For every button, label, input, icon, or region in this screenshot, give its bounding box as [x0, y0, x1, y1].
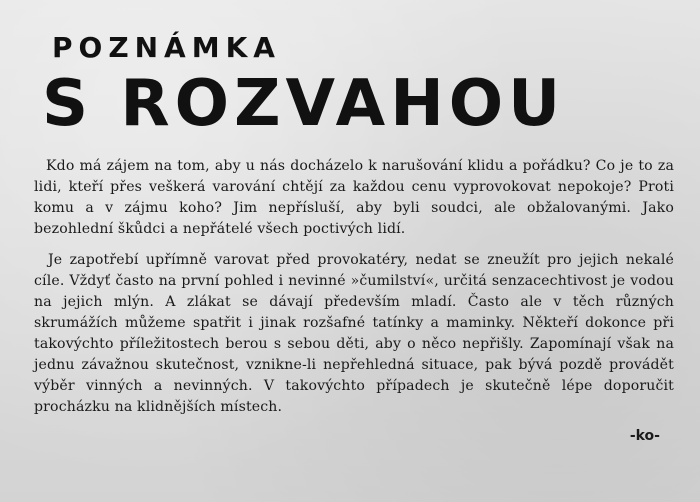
paragraph-2: Je zapotřebí upřímně varovat před provokatéry, nedat se zneužít pro jejich nekalé cíle. Vždyť často na první pohled i nevinné »čumilství«, určitá senzacechtivost je vodou na jejich mlýn. A zlákat se dávají především mladí. Často ale v těch různých skrumážích můžeme spatřit i jinak rozšafné tatínky a maminky. Někteří dokonce při takovýchto příležitostech berou s sebou děti, aby o něco nepřišly. Zapomínají však na jednu závažnou skutečnost, vznikne-li nepřehledná situace, pak bývá pozdě provádět výběr vinných a nevinných. V takovýchto případech je skutečně lépe doporučit procházku na klidnějších místech.: [34, 252, 674, 415]
article-signature: -ko-: [629, 428, 660, 444]
article-headline: S ROZVAHOU: [42, 67, 566, 141]
article-header: [42, 31, 566, 141]
article-body: [34, 156, 674, 428]
paragraph-1: Kdo má zájem na tom, aby u nás docházelo k narušování klidu a pořádku? Co je to za lidi, kteří přes veškerá varování chtějí za každou cenu vyprovokovat nepokoje? Proti komu a v zájmu koho? Jim nepřísluší, aby byli soudci, ale obžalovanými. Jako bezohlední škůdci a nepřátelé všech poctivých lidí.: [34, 158, 674, 237]
article-kicker: POZNÁMKA: [52, 31, 281, 64]
